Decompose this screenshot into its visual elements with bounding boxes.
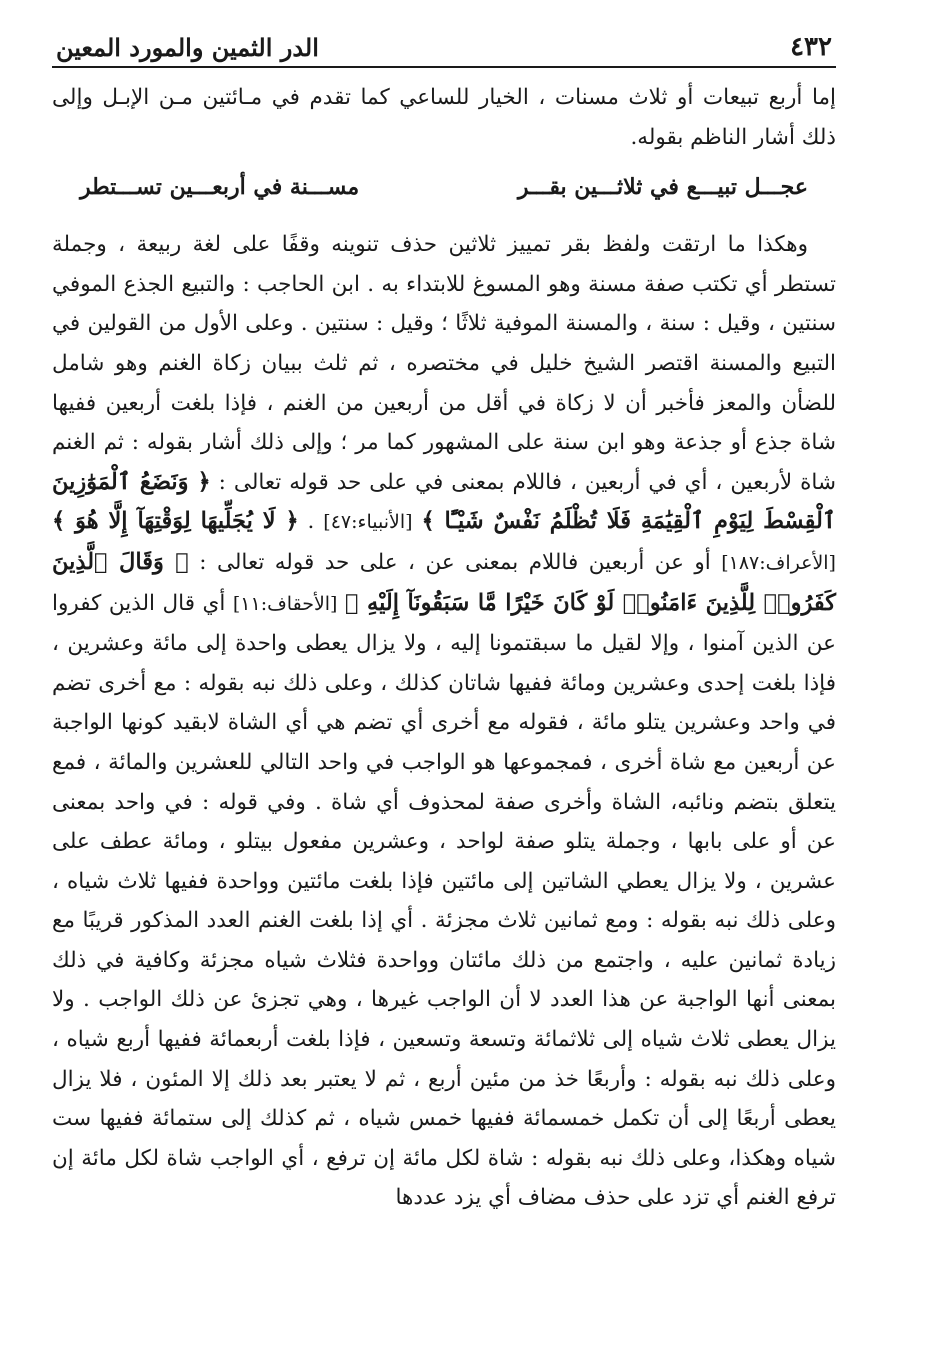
quran-verse-ahqaf: ﴿ وَقَالَ ٱلَّذِينَ كَفَرُوا۟ لِلَّذِينَ ءَامَنُوا۟ لَوْ كَانَ خَيْرًا مَّا سَبَقُونَآ إِلَيْهِ ﴾: [52, 548, 836, 616]
verse-second-hemistich: مســـنة في أربعـــين تســـتطر: [80, 174, 360, 201]
verse-reference-ahqaf: [الأحقاف:١١]: [232, 592, 338, 615]
book-title: الدر الثمين والمورد المعين: [56, 33, 319, 62]
document-page: [52, 28, 836, 1218]
page-body: [52, 78, 836, 1218]
quran-verse-araf: ﴿ لَا يُجَلِّيهَا لِوَقْتِهَآ إِلَّا هُوَ ﴾: [52, 508, 299, 535]
commentary-paragraph: [52, 225, 836, 1218]
opening-paragraph: إما أربع تبيعات أو ثلاث مسنات ، الخيار للساعي كما تقدم في مـائتين مـن الإبـل وإلى ذلك أشار الناظم بقوله.: [52, 85, 836, 150]
verse-first-hemistich: عجـــل تبيـــع في ثلاثـــين بقـــر: [517, 174, 808, 201]
verse-reference-araf: [الأعراف:١٨٧]: [721, 551, 836, 574]
poem-verse: [52, 157, 836, 225]
verse-reference-anbiya: [الأنبياء:٤٧]: [323, 511, 413, 534]
commentary-text-1: وهكذا ما ارتقت ولفظ بقر تمييز ثلاثين حذف تنوينه وقفًا على لغة ربيعة ، وجملة تستطر أي تكتب صفة مسنة وهو المسوغ للابتداء به . ابن الحاجب : والتبيع الجذع الموفي سنتين ، وقيل : سنة ، والمسنة الموفية ثلاثًا ؛ وقيل : سنتين . وعلى الأول من القولين في التبيع والمسنة اقتصر الشيخ خليل في مختصره ، ثم ثلث ببيان زكاة الغنم وهو شامل للضأن والمعز فأخبر أن لا زكاة في أقل من أربعين من الغنم ، فإذا بلغت أربعين ففيها شاة جذع أو جذعة وهو ابن سنة على المشهور كما مر ؛ وإلى ذلك أشار بقوله : ثم الغنم شاة لأربعين ، أي في أربعين ، فاللام بمعنى في على حد قوله تعالى :: [52, 232, 836, 495]
quran-verse-anbiya: ﴿ وَنَضَعُ ٱلْمَوَٰزِينَ ٱلْقِسْطَ لِيَوْمِ ٱلْقِيَٰمَةِ فَلَا تُظْلَمُ نَفْسٌ شَيْـًٔا ﴾: [52, 468, 836, 535]
commentary-text-3: أي قال الذين كفروا عن الذين آمنوا ، وإلا لقيل ما سبقتمونا إليه ، ولا يزال يعطى واحدة إلى مائة وعشرين ، فإذا بلغت إحدى وعشرين ومائة ففيها شاتان كذلك ، وعلى ذلك نبه بقوله : مع أخرى تضم في واحد وعشرين يتلو مائة ، فقوله مع أخرى أي تضم هي أي الشاة لابقيد كونها الواجبة عن أربعين مع شاة أخرى ، فمجموعها هو الواجب في واحد التالي للعشرين والمائة ، فمع يتعلق بتضم ونائبه، الشاة وأخرى صفة لمحذوف أي شاة . وفي قوله : في واحد بمعنى عن أو على بابها ، وجملة يتلو صفة لواحد ، وعشرين مفعول بيتلو ، ومائة عطف على عشرين ، ولا يزال يعطي الشاتين إلى مائتين فإذا بلغت مائتين وواحدة ففيها ثلاث شياه ، وعلى ذلك نبه بقوله : ومع ثمانين ثلاث مجزئة . أي إذا بلغت الغنم العدد المذكور قريبًا مع زيادة ثمانين عليه ، واجتمع من ذلك مائتان وواحدة فثلاث شياه مجزئة وكافية في ذلك بمعنى أنها الواجبة عن هذا العدد لا أن الواجب غيرها ، وهي تجزئ عن ذلك الواجب . ولا يزال يعطى ثلاث شياه إلى ثلاثمائة وتسعة وتسعين ، فإذا بلغت أربعمائة ففيها أربع شياه ، وعلى ذلك نبه بقوله : وأربعًا خذ من مئين أربع ، ثم لا يعتبر بعد ذلك إلا المئون ، فلا يزال يعطى أربعًا إلى أن تكمل خمسمائة ففيها خمس شياه ، ثم كذلك إلى ستمائة ففيها ست شياه وهكذا، وعلى ذلك نبه بقوله : شاة لكل مائة إن ترفع ، أي الواجب شاة لكل مائة إن ترفع الغنم أي تزد على حذف مضاف أي يزد عددها: [52, 590, 836, 1211]
commentary-text-2: أو عن أربعين فاللام بمعنى عن ، على حد قوله تعالى :: [188, 549, 722, 575]
separator-dot: .: [298, 509, 324, 535]
page-number: ٤٣٢: [790, 32, 832, 62]
page-header: [52, 28, 836, 68]
